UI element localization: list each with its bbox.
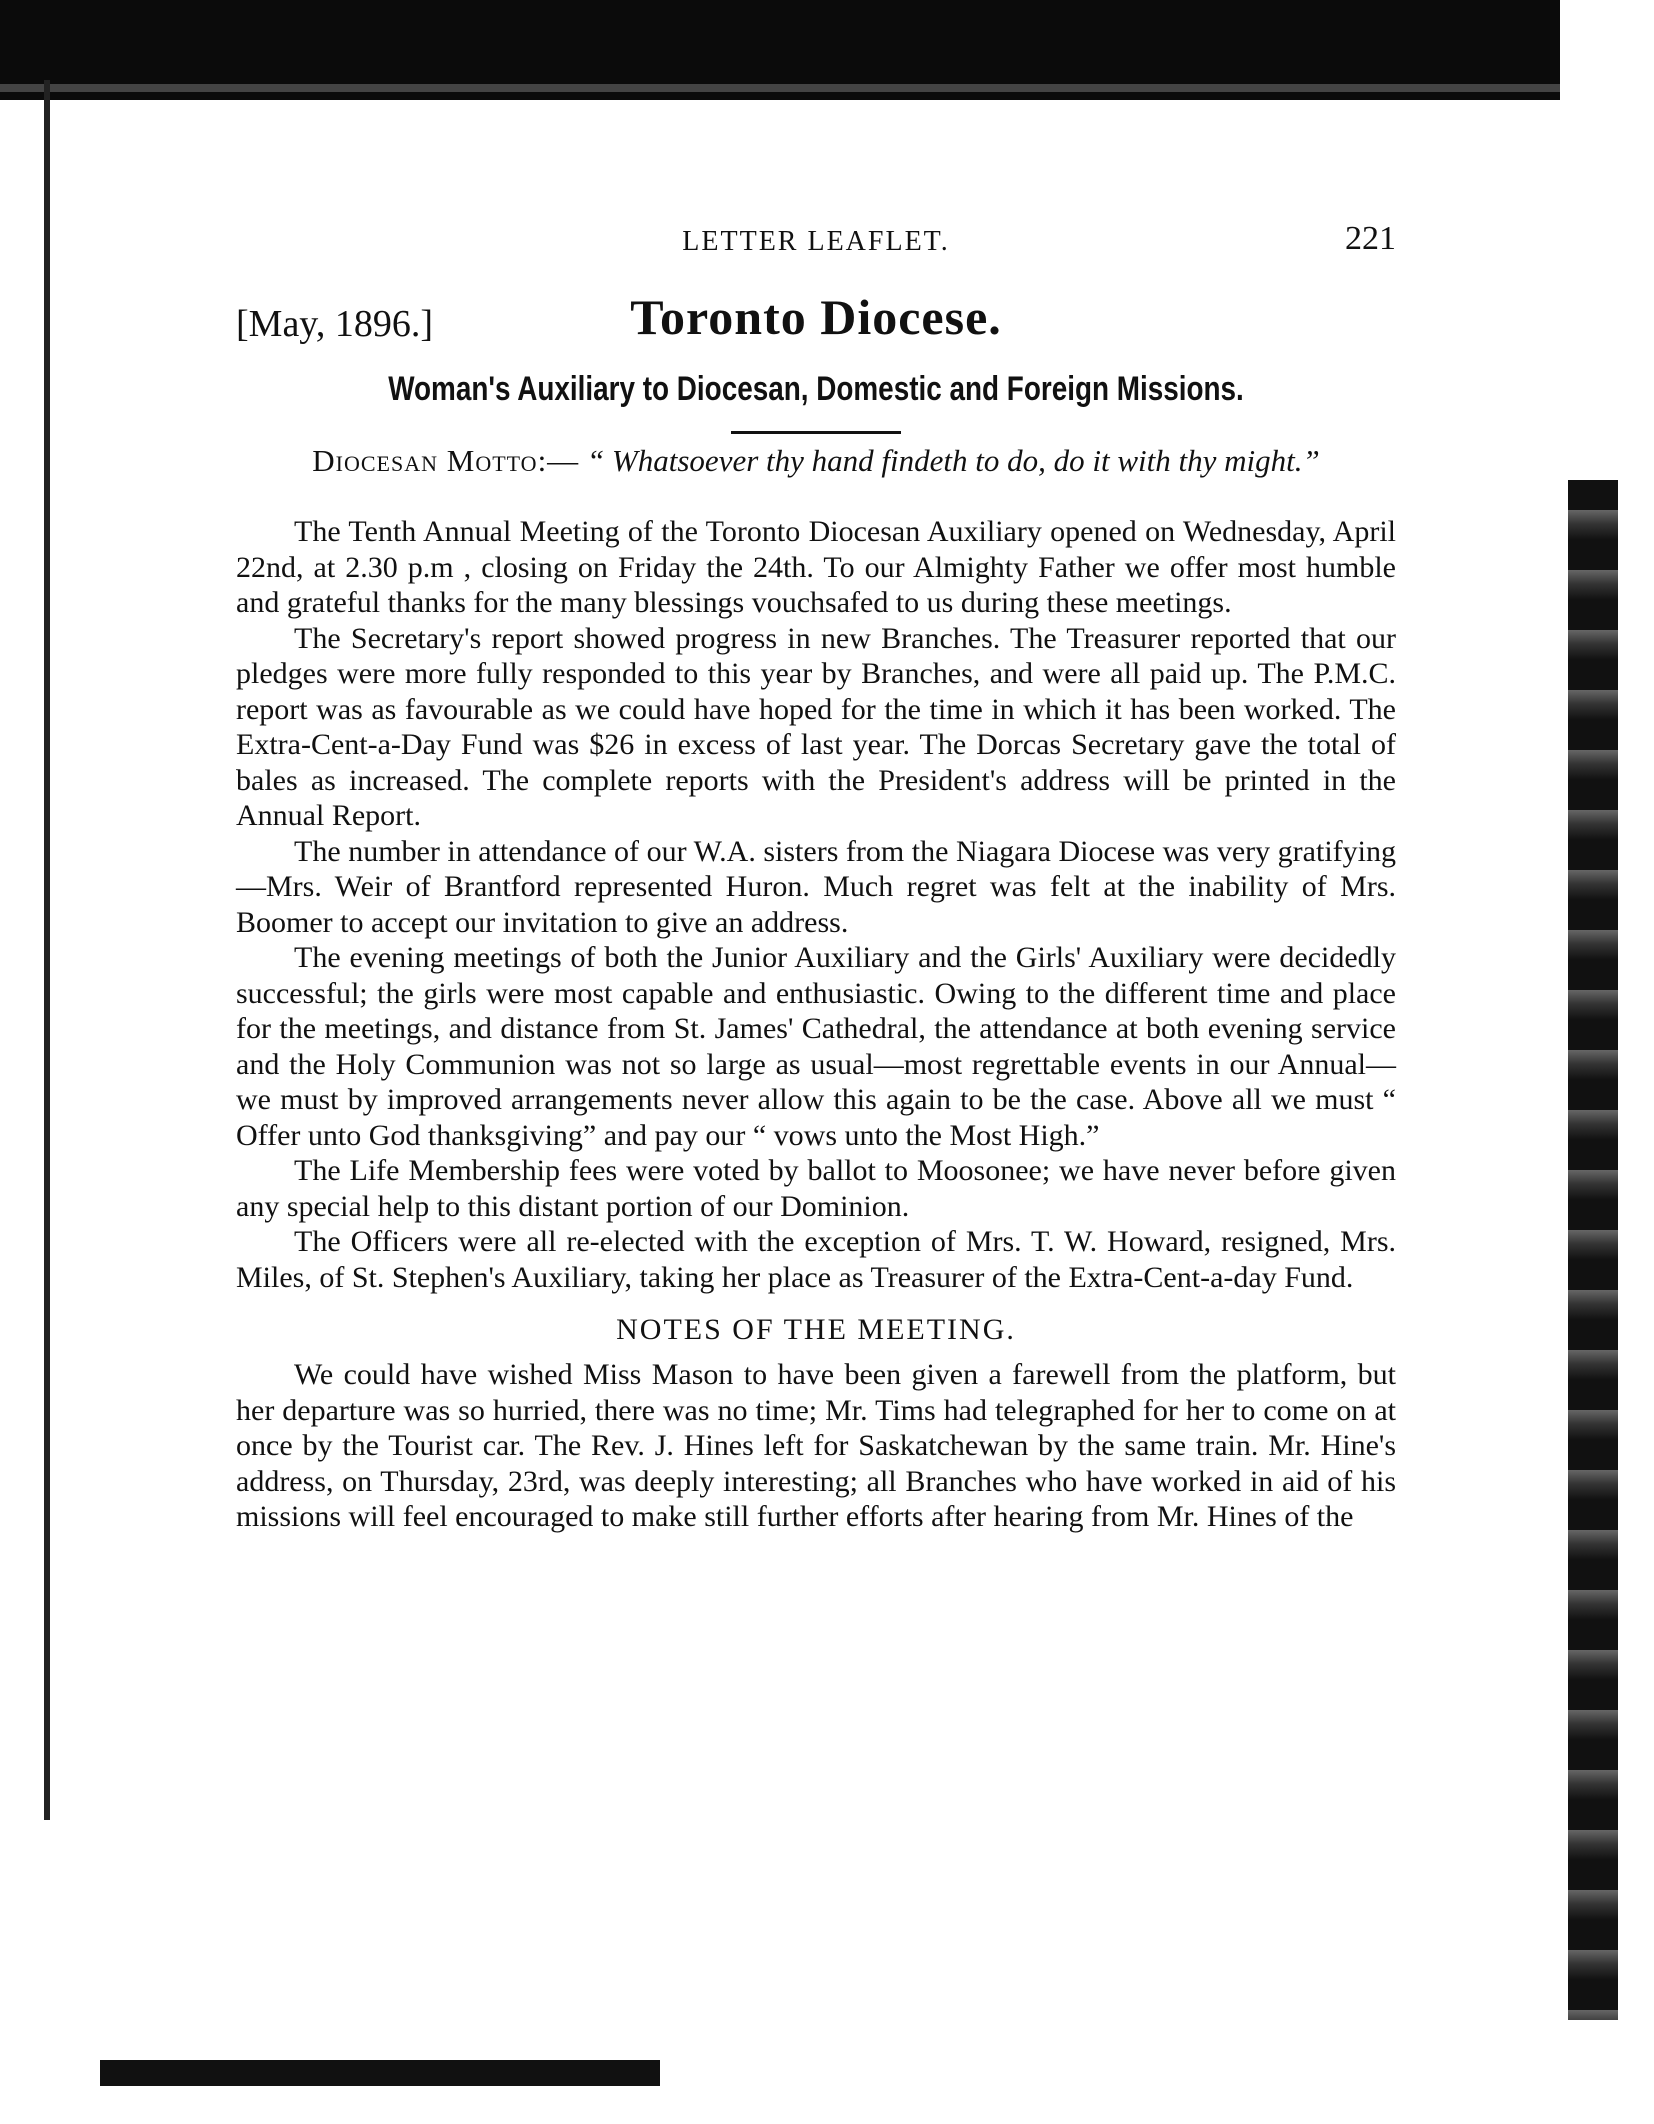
paragraph: The number in attendance of our W.A. sisters from the Niagara Diocese was very gratifying—Mrs. Weir of Brantford represented Huron. Much regret was felt at the inability of Mrs. Boomer to accept our invitation to give an address. [236,834,1396,939]
paragraph: The Officers were all re-elected with the exception of Mrs. T. W. Howard, resigned, Mrs. Miles, of St. Stephen's Auxiliary, taking her place as Treasurer of the Extra-Cent-a-day Fund. [236,1225,1396,1294]
paragraph: The Tenth Annual Meeting of the Toronto Diocesan Auxiliary opened on Wednesday, April 22nd, at 2.30 p.m , closing on Friday the 24th. To our Almighty Father we offer most humble and grateful thanks for the many blessings vouchsafed to us during these meetings. [236,515,1396,619]
divider-rule [731,431,901,434]
scan-left-rule [44,80,50,1820]
running-title: LETTER LEAFLET. [682,226,950,257]
running-head [236,220,1396,260]
paragraph: The Secretary's report showed progress in new Branches. The Treasurer reported that our pledges were more fully responded to this year by Branches, and were all paid up. The P.M.C. report was as favourable as we could have hoped for the time in which it has been worked. The Extra-Cent-a-Day Fund was $26 in excess of last year. The Dorcas Secretary gave the total of bales as increased. The complete reports with the President's address will be printed in the Annual Report. [236,621,1396,832]
paragraph: The Life Membership fees were voted by ballot to Moosonee; we have never before given any special help to this distant portion of our Dominion. [236,1154,1396,1223]
scan-top-border [0,0,1560,100]
diocese-title: Toronto Diocese. [630,289,1002,345]
dateline: [May, 1896.] [236,303,433,345]
page-number: 221 [1345,220,1396,257]
scan-right-edge [1568,480,1618,2020]
motto [236,442,1396,480]
subtitle: Woman's Auxiliary to Diocesan, Domestic and Foreign Missions. [388,370,1244,408]
paragraph: We could have wished Miss Mason to have been given a farewell from the platform, but her departure was so hurried, there was no time; Mr. Tims had telegraphed for her to come on at once by the Tourist car. The Rev. J. Hines left for Saskatchewan by the same train. Mr. Hine's address, on Thursday, 23rd, was deeply interesting; all Branches who have worked in aid of his missions will feel encouraged to make still further efforts after hearing from Mr. Hines of the [236,1358,1396,1533]
article-body [236,514,1396,1535]
printed-page [236,220,1396,1535]
section-heading: NOTES OF THE MEETING. [616,1313,1016,1346]
paragraph: The evening meetings of both the Junior Auxiliary and the Girls' Auxiliary were decidedly successful; the girls were most capable and enthusiastic. Owing to the different time and place for the meetings, and distance from St. James' Cathedral, the attendance at both evening service and the Holy Communion was not so large as usual—most regrettable events in our Annual—we must by improved arrangements never allow this again to be the case. Above all we must “ Offer unto God thanksgiving” and pay our “ vows unto the Most High.” [236,941,1396,1152]
motto-label: Diocesan Motto:— [312,443,580,478]
motto-quote: “ Whatsoever thy hand findeth to do, do it with thy might.” [586,443,1320,478]
scan-bottom-border [100,2060,660,2086]
title-line [236,288,1396,364]
